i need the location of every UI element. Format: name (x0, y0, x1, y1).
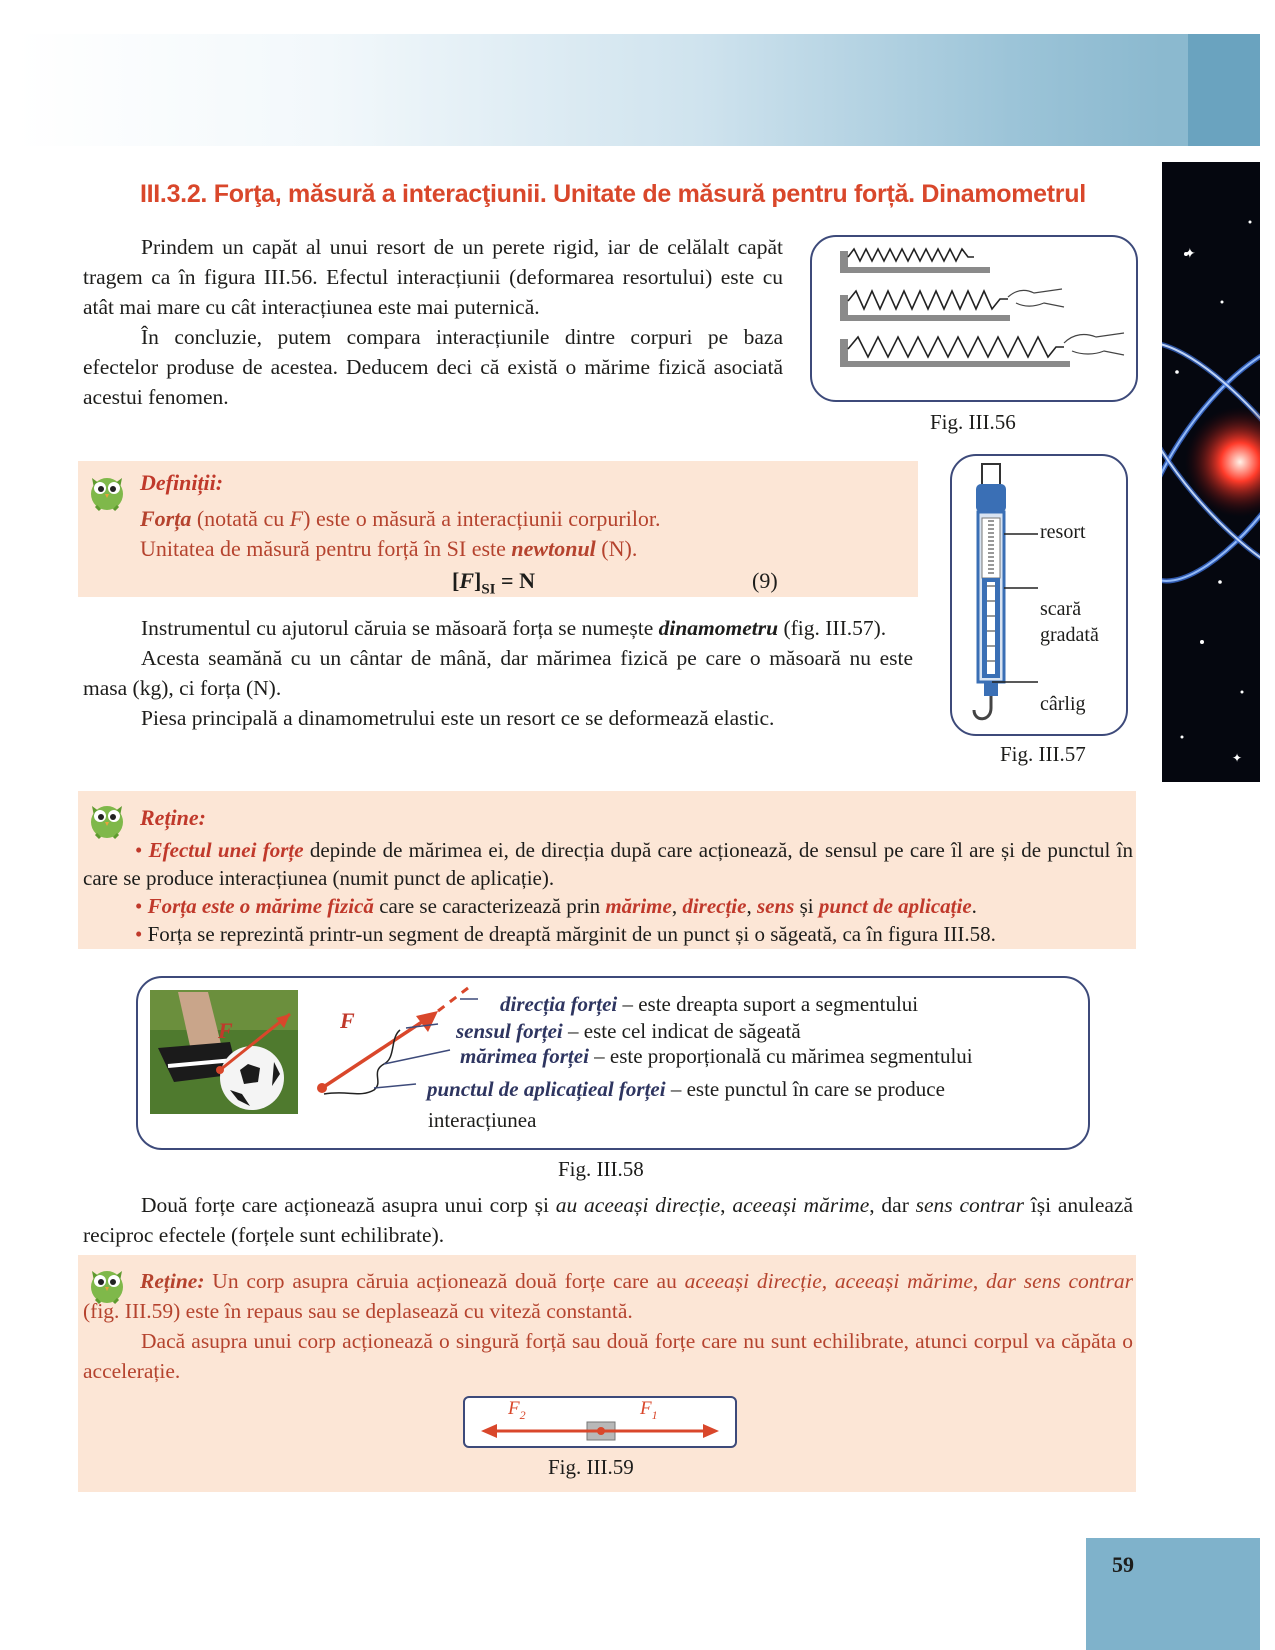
header-band (16, 34, 1260, 146)
formula-f: F (459, 568, 475, 593)
remember-1-b3-text: Forța se reprezintă printr-un segment de dreaptă mărginit de un punct și o săgeată, ca în figura III.58. (147, 922, 996, 946)
fig58-caption: Fig. III.58 (558, 1157, 644, 1181)
dynamometer-paragraph-3: Piesa principală a dinamometrului este un resort ce se deformează elastic. (141, 706, 775, 730)
definition-force-text-b: ) este o măsură a interacțiunii corpurilor. (303, 506, 661, 531)
remember-heading-2: Reține: (140, 1269, 205, 1293)
intro-paragraph-1: Prindem un capăt al unui resort de un perete rigid, iar de celălalt capăt tragem ca în figura III.56. Efectul interacțiunii (deformarea resortului) este cu atât mai mare cu cât interacțiunea este mai puternică. (83, 235, 783, 319)
dynamometer-p1-b: (fig. III.57). (778, 616, 887, 640)
fig57-caption: Fig. III.57 (1000, 742, 1086, 766)
fig58-sense (456, 1019, 801, 1044)
fig57-label-hook: cârlig (1040, 693, 1086, 715)
fig56-frame (810, 235, 1138, 402)
comma: , (720, 1193, 733, 1217)
dynamometer-paragraph-2: Acesta seamănă cu un cântar de mână, dar mărimea fizică pe care o măsoară nu este masa (kg), ci forța (N). (83, 646, 913, 700)
owl-icon (86, 466, 128, 517)
bullet-icon: • (135, 922, 143, 946)
fig59-f2-sub: 2 (519, 1407, 526, 1422)
remember-1-b2-mid: care se caracterizează prin (373, 894, 606, 918)
bullet-icon: • (135, 838, 143, 862)
term-magnitude-of-force: mărimea forței (460, 1044, 589, 1068)
fig56-caption: Fig. III.56 (930, 410, 1016, 434)
term-effect-of-force: Efectul unei forțe (148, 838, 304, 862)
fig58-sense-text: – este cel indicat de săgeată (562, 1019, 801, 1043)
formula-bracket-open: [ (452, 568, 460, 593)
dynamometer-paragraph-1 (83, 613, 913, 643)
remember-1-b1-text: depinde de mărimea ei, de direcția după care acționează, de sensul pe care îl are și de punctul în care se produce interacțiunea (numit punct de aplicație). (83, 838, 1133, 890)
fig58-magnitude-text: – este proporțională cu mărimea segmentului (588, 1044, 973, 1068)
balanced-same-direction: au aceeași direcție (555, 1193, 721, 1217)
balanced-b: își anulează reciproc efectele (forțele sunt echilibrate). (83, 1193, 1134, 1247)
fig59-f1: F (640, 1398, 652, 1419)
svg-text:✦: ✦ (1184, 246, 1196, 262)
remember-2-text (83, 1266, 1133, 1386)
balanced-a: Două forțe care acționează asupra unui corp și (141, 1193, 556, 1217)
intro-paragraph-2: În concluzie, putem compara interacțiunile dintre corpuri pe baza efectelor produse de acestea. Deducem deci că există o mărime fizică asociată acestui fenomen. (83, 325, 783, 409)
balanced-forces-paragraph (83, 1190, 1133, 1250)
term-direction-of-force: direcția forței (500, 992, 618, 1016)
header-tab (1188, 34, 1260, 146)
formula-bracket-close: ] (474, 568, 482, 593)
remember-2-opposite-sense: dar sens contrar (986, 1269, 1134, 1293)
fig58-magnitude (460, 1044, 973, 1069)
term-sense-of-force: sensul forței (456, 1019, 563, 1043)
springs-illustration (812, 237, 1136, 400)
term-dynamometer: dinamometru (658, 616, 779, 640)
fig58-application-point-text: – este punctul în care se produce (665, 1077, 945, 1101)
fig58-photo-f-label: F (218, 1018, 233, 1043)
fig58-direction (500, 992, 918, 1017)
definitions-heading: Definiții: (140, 470, 224, 495)
fig57-frame (950, 454, 1128, 736)
dynamometer-text (83, 613, 913, 733)
definition-force-line (140, 506, 661, 532)
fig59-frame (463, 1396, 737, 1448)
formula-number: (9) (752, 568, 778, 593)
dynamometer-illustration (952, 456, 1126, 734)
balanced-same-magnitude: aceeași mărime (732, 1193, 870, 1217)
bullet-icon: • (135, 894, 143, 918)
fig59-f1-sub: 1 (651, 1407, 658, 1422)
fig59-caption: Fig. III.59 (548, 1455, 634, 1479)
remember-1-list (83, 836, 1133, 948)
formula-si-unit (452, 568, 535, 598)
svg-text:✦: ✦ (1232, 751, 1243, 765)
term-direction: direcție (682, 894, 747, 918)
dynamometer-p1-a: Instrumentul cu ajutorul căruia se măsoară forța se numește (141, 616, 659, 640)
term-sense: sens (756, 894, 795, 918)
definition-unit-text-a: Unitatea de măsură pentru forță în SI este (140, 536, 512, 561)
term-force-physical-quantity: Forța este o mărime fizică (147, 894, 374, 918)
fig57-label-spring: resort (1040, 521, 1086, 543)
term-force: Forța (140, 506, 192, 531)
term-magnitude: mărime (605, 894, 672, 918)
fig58-direction-text: – este dreapta suport a segmentului (617, 992, 919, 1016)
period: . (971, 894, 977, 918)
balanced-forces-illustration (465, 1398, 735, 1446)
symbol-f: F (289, 506, 304, 531)
fig59-f2: F (508, 1398, 520, 1419)
fig58-f-label: F (340, 1008, 355, 1033)
definition-unit-text-b: (N). (595, 536, 638, 561)
formula-subscript: SI (481, 581, 496, 598)
section-title: III.3.2. Forţa, măsură a interacţiunii. Unitate de măsură pentru forță. Dinamometrul (140, 180, 1086, 208)
remember-2-a: Un corp asupra căruia acționează două forțe care au (204, 1269, 685, 1293)
fig59-f1-label (640, 1398, 658, 1423)
fig57-label-scale-1: scară (1040, 598, 1082, 620)
remember-1-bullet-1 (83, 836, 1133, 892)
term-application-point: punct de aplicație (818, 894, 972, 918)
balanced-opposite-sense: sens contrar (915, 1193, 1024, 1217)
fig57-label-scale-2: gradată (1040, 624, 1099, 646)
definition-force-text-a: (notată cu (191, 506, 290, 531)
fig58-application-point (427, 1077, 945, 1102)
fig59-f2-label (508, 1398, 526, 1423)
remember-heading-1: Reține: (140, 805, 206, 830)
term-application-point-of-force: punctul de aplicațieal forței (427, 1077, 666, 1101)
term-newton: newtonul (511, 536, 596, 561)
remember-2-paragraph-2: Dacă asupra unui corp acționează o singură forță sau două forțe care nu sunt echilibrate, atunci corpul va căpăta o accelerație. (83, 1329, 1133, 1383)
comma: , (746, 894, 757, 918)
remember-1-bullet-2 (83, 892, 1133, 920)
page-number: 59 (1112, 1552, 1134, 1577)
balanced-c2: , dar (869, 1193, 916, 1217)
definition-unit-line (140, 536, 637, 562)
balanced-forces-text (83, 1190, 1133, 1250)
formula-rest: = N (495, 568, 535, 593)
remember-2-b: (fig. III.59) este în repaus sau se deplasează cu viteză constantă. (83, 1299, 633, 1323)
remember-2-same-direction-magnitude: aceeași direcție, aceeași mărime (684, 1269, 973, 1293)
conjunction: și (794, 894, 819, 918)
fig58-application-point-text-2: interacțiunea (428, 1108, 537, 1132)
intro-text (83, 232, 783, 412)
remember-2-paragraph-1 (83, 1266, 1133, 1326)
remember-1-bullet-3 (83, 920, 1133, 948)
atom-side-image (1162, 162, 1260, 782)
comma: , (972, 1269, 987, 1293)
comma: , (671, 894, 683, 918)
